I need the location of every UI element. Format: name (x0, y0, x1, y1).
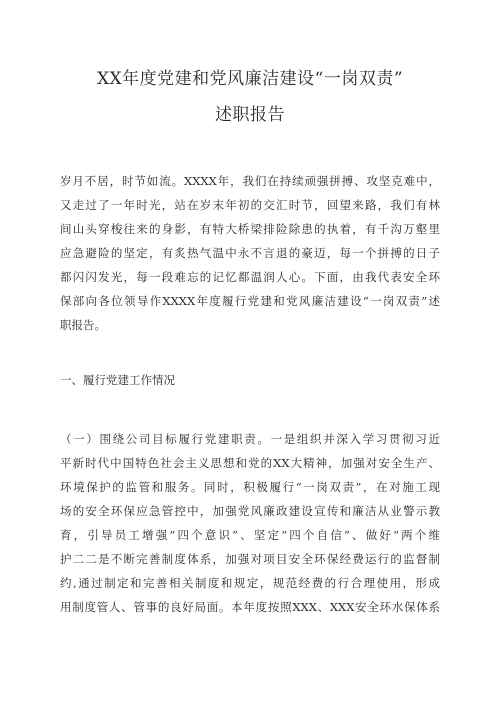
intro-line-6: 保部向各位领导作XXXX年度履行党建和党风廉洁建设“一岗双责”述 (60, 294, 440, 308)
section-line-8: 用制度管人、管事的良好局面。本年度按照XXX、XXX安全环水保体系 (60, 600, 440, 614)
document-title-line-1: XX年度党建和党风廉洁建设“一岗双责” (96, 69, 404, 89)
section-line-2: 平新时代中国特色社会主义思想和党的XX大精神，加强对安全生产、 (60, 456, 440, 470)
section-line-1: （一）围绕公司目标履行党建职责。一是组织并深入学习贯彻习近 (60, 432, 440, 446)
section-line-4: 场的安全环保应急管控中，加强党风廉政建设宣传和廉洁从业警示教 (60, 504, 440, 518)
section-line-7: 约,通过制定和完善相关制度和规定，规范经费的行合理使用，形成 (60, 576, 440, 590)
section-line-5: 育，引导员工增强“四个意识”、坚定“四个自信”、做好“两个维 (60, 528, 440, 542)
intro-line-7: 职报告。 (60, 318, 106, 332)
section-line-6: 护二二是不断完善制度体系，加强对项目安全环保经费运行的监督制 (60, 552, 440, 566)
intro-line-2: 又走过了一年时光，站在岁末年初的交汇时节，回望来路，我们有林 (60, 198, 440, 212)
intro-line-1: 岁月不居，时节如流。XXXX年，我们在持续顽强拼搏、攻坚克难中， (60, 174, 440, 188)
document-title-line-2: 述职报告 (215, 105, 285, 125)
section-line-3: 环境保护的监管和服务。同时，积极履行“一岗双责”，在对施工现 (60, 480, 440, 494)
section-heading: 一、履行党建工作情况 (60, 373, 175, 387)
intro-line-3: 间山头穿梭往来的身影，有特大桥梁排险除患的执着，有千沟万壑里 (60, 222, 440, 236)
intro-line-4: 应急避险的坚定，有炙热气温中永不言退的豪迈，每一个拼搏的日子 (60, 246, 440, 260)
intro-line-5: 都闪闪发光，每一段难忘的记忆都温润人心。下面，由我代表安全环 (60, 270, 440, 284)
